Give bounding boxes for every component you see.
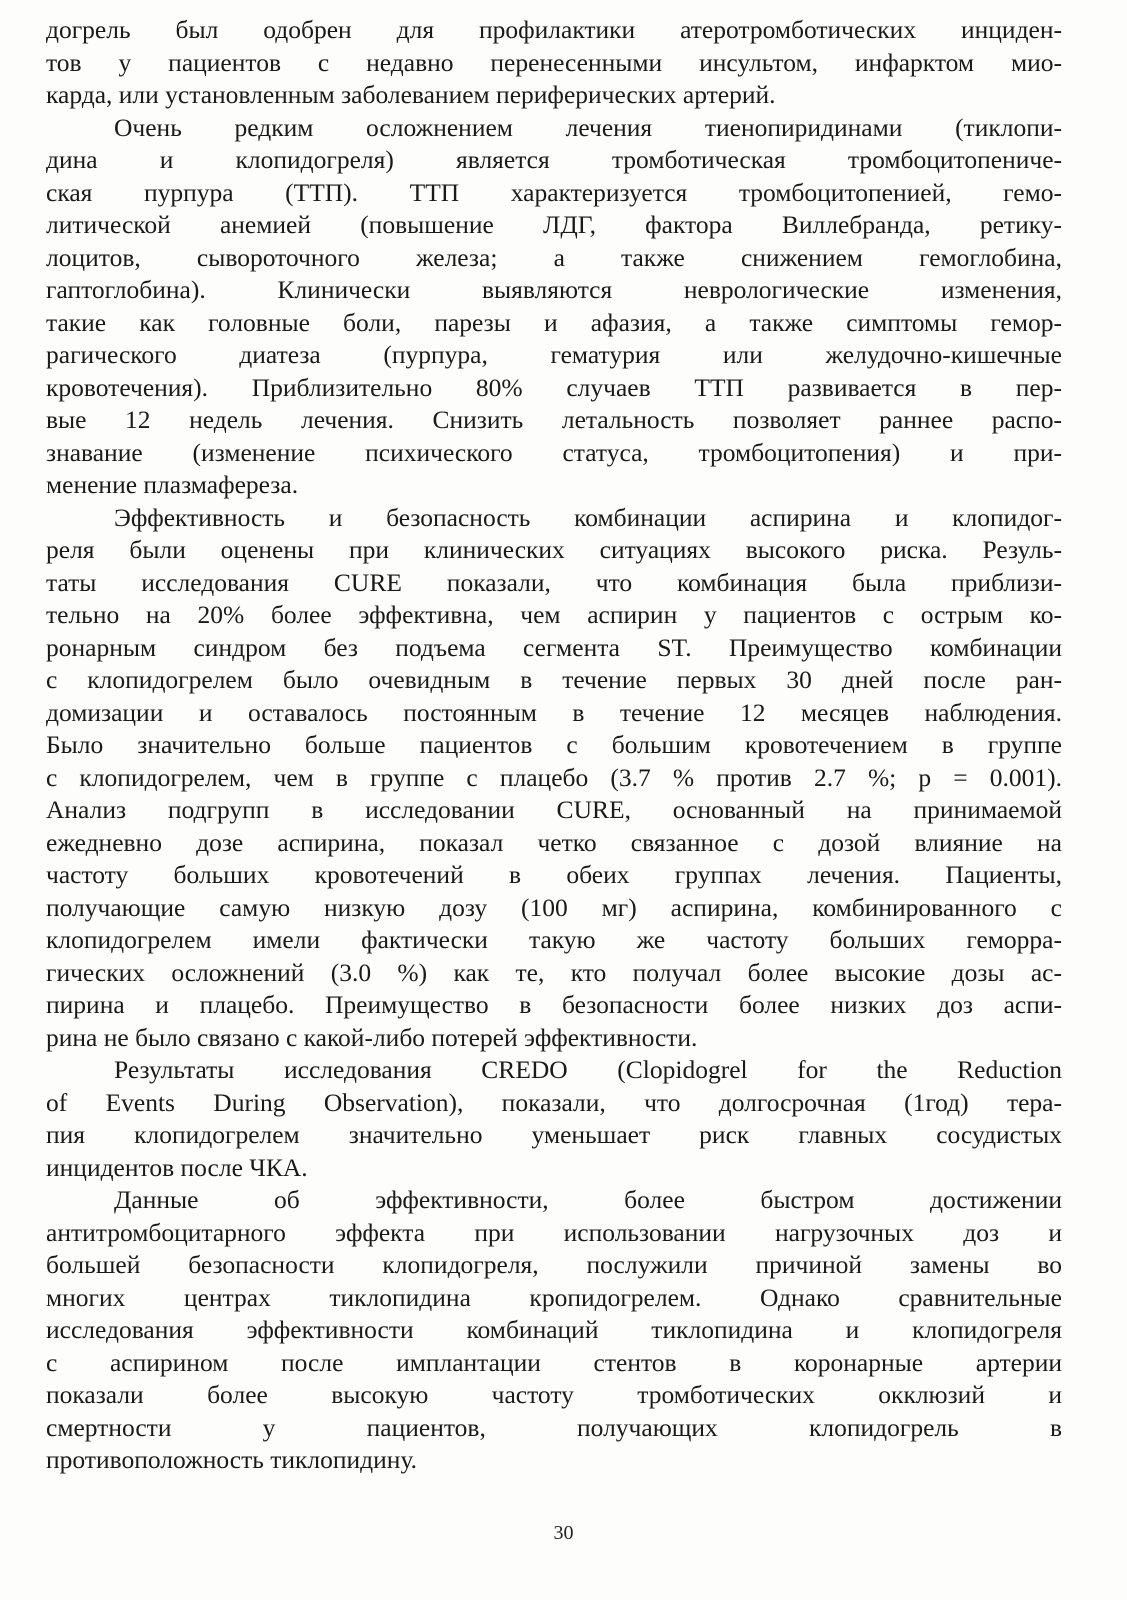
text-line: менение плазмафереза. [46,470,299,499]
text-line: ежедневно дозе аспирина, показал четко связанное с дозой влияние на [46,827,1062,857]
text-line: с аспирином после имплантации стентов в коронарные артерии [46,1347,1062,1377]
text-line: с клопидогрелем, чем в группе с плацебо (3.7 % против 2.7 %; р = 0.001). [46,762,1062,792]
text-line: антитромбоцитарного эффекта при использовании нагрузочных доз и [46,1217,1062,1247]
paragraph [46,14,1062,112]
text-line: кровотечения). Приблизительно 80% случаев ТТП развивается в пер- [46,372,1062,402]
text-line: of Events During Observation), показали, что долгосрочная (1год) тера- [46,1087,1062,1117]
text-line: ская пурпура (ТТП). ТТП характеризуется тромбоцитопенией, гемо- [46,177,1062,207]
text-line: Очень редким осложнением лечения тиенопиридинами (тиклопи- [114,112,1062,142]
text-line: показали более высокую частоту тромботических окклюзий и [46,1380,1062,1409]
text-line: инцидентов после ЧКА. [46,1152,308,1182]
text-line: домизации и оставалось постоянным в течение 12 месяцев наблюдения. [46,697,1062,727]
text-line: реля были оценены при клинических ситуациях высокого риска. Резуль- [46,535,1062,564]
text-line: догрель был одобрен для профилактики атеротромботических инциден- [46,15,1062,44]
text-line: гических осложнений (3.0 %) как те, кто получал более высокие дозы ас- [46,957,1062,987]
paragraph [46,1184,1062,1477]
page-number: 30 [553,1522,574,1544]
text-line: Результаты исследования CREDO (Clopidogrel for the Reduction [114,1055,1062,1084]
text-line: Данные об эффективности, более быстром достижении [114,1185,1062,1214]
text-line: рина не было связано с какой-либо потерей эффективности. [46,1022,698,1052]
paragraph [46,502,1062,1055]
text-line: получающие самую низкую дозу (100 мг) аспирина, комбинированного с [46,892,1062,922]
text-line: таты исследования CURE показали, что комбинация была приблизи- [46,567,1062,597]
text-line: карда, или установленным заболеванием периферических артерий. [46,80,776,109]
text-line: большей безопасности клопидогреля, послужили причиной замены во [46,1250,1062,1279]
text-line: гаптоглобина). Клинически выявляются неврологические изменения, [46,275,1062,304]
text-line: частоту больших кровотечений в обеих группах лечения. Пациенты, [46,860,1062,889]
text-line: лоцитов, сывороточного железа; а также снижением гемоглобина, [46,242,1062,272]
text-line: Анализ подгрупп в исследовании CURE, основанный на принимаемой [46,795,1062,824]
text-line: тельно на 20% более эффективна, чем аспирин у пациентов с острым ко- [46,600,1062,629]
text-line: тов у пациентов с недавно перенесенными инсультом, инфарктом мио- [46,47,1062,77]
paragraph [46,1054,1062,1184]
paragraph [46,112,1062,502]
text-line: Было значительно больше пациентов с большим кровотечением в группе [46,730,1062,759]
text-line: знавание (изменение психического статуса, тромбоцитопения) и при- [46,437,1062,467]
text-line: дина и клопидогреля) является тромботическая тромбоцитопениче- [46,145,1062,174]
text-line: с клопидогрелем было очевидным в течение первых 30 дней после ран- [46,665,1062,694]
text-line: многих центрах тиклопидина кропидогрелем. Однако сравнительные [46,1282,1062,1312]
text-line: противоположность тиклопидину. [46,1445,418,1474]
text-line: Эффективность и безопасность комбинации аспирина и клопидог- [114,502,1062,532]
text-line: вые 12 недель лечения. Снизить летальность позволяет раннее распо- [46,405,1062,434]
text-line: клопидогрелем имели фактически такую же частоту больших геморра- [46,925,1062,954]
text-line: рагического диатеза (пурпура, гематурия или желудочно-кишечные [46,340,1062,369]
text-line: пия клопидогрелем значительно уменьшает риск главных сосудистых [46,1120,1062,1149]
text-line: такие как головные боли, парезы и афазия, а также симптомы гемор- [46,307,1062,337]
text-line: исследования эффективности комбинаций тиклопидина и клопидогреля [46,1315,1062,1344]
body-text [46,14,1062,1477]
text-line: смертности у пациентов, получающих клопидогрель в [46,1412,1062,1442]
text-line: пирина и плацебо. Преимущество в безопасности более низких доз аспи- [46,990,1062,1019]
text-line: литической анемией (повышение ЛДГ, фактора Виллебранда, ретику- [46,210,1062,239]
text-line: ронарным синдром без подъема сегмента ST. Преимущество комбинации [46,632,1062,662]
